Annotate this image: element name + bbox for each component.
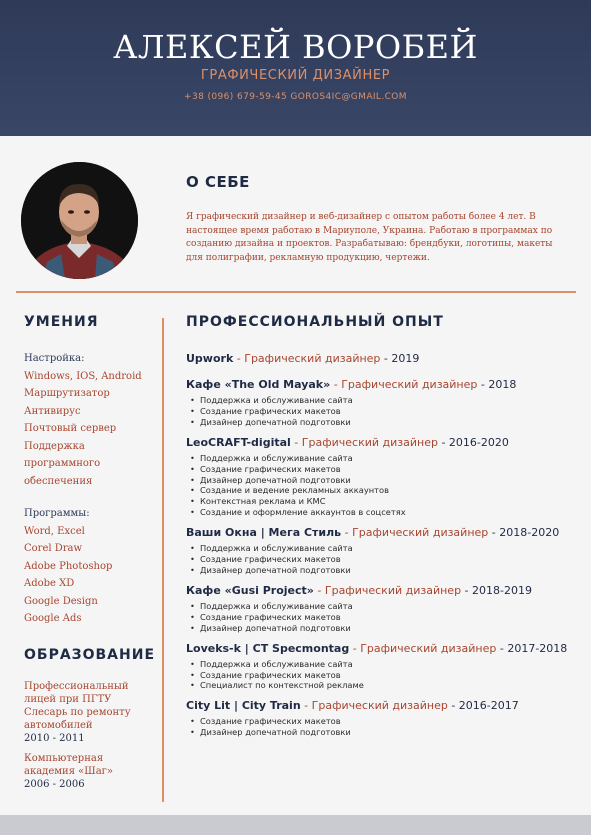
duty-item: • Поддержка и обслуживание сайта — [186, 543, 581, 554]
skill-item: программного — [24, 458, 101, 469]
duty-item: • Дизайнер допечатной подготовки — [186, 727, 581, 738]
job-years: 2018-2019 — [472, 583, 532, 597]
program-item: Google Ads — [24, 613, 82, 624]
program-item: Adobe XD — [24, 578, 75, 589]
skill-item: Поддержка — [24, 440, 85, 452]
skill-item: Антивирус — [24, 405, 81, 417]
skill-item: Windows, IOS, Android — [24, 370, 142, 382]
job-separator: - — [290, 435, 302, 449]
job-separator: - — [313, 583, 325, 597]
job-entry — [186, 642, 581, 692]
job-header — [186, 642, 581, 656]
program-item: Corel Draw — [24, 543, 83, 554]
job-header — [186, 436, 581, 450]
job-separator: - — [488, 526, 500, 540]
program-item: Google Design — [24, 595, 98, 607]
job-years: 2018 — [488, 378, 517, 391]
job-separator: - — [447, 699, 459, 713]
person-name: АЛЕКСЕЙ ВОРОБЕЙ — [113, 28, 478, 66]
skill-item: Почтовый сервер — [24, 423, 117, 434]
job-header — [186, 584, 581, 598]
job-years: 2019 — [391, 352, 420, 365]
experience-heading: ПРОФЕССИОНАЛЬНЫЙ ОПЫТ — [186, 314, 444, 330]
duty-list — [186, 543, 581, 576]
job-header — [186, 699, 581, 713]
job-role: Графический дизайнер — [360, 641, 497, 655]
job-company: LeoCRAFT-digital — [186, 435, 291, 449]
contact-line: +38 (096) 679-59-45 GOROS4IC@GMAIL.COM — [184, 92, 407, 102]
education-years: 2010 - 2011 — [24, 733, 85, 744]
job-entry — [186, 352, 581, 366]
program-item: Word, Excel — [24, 525, 85, 537]
duty-item: • Контекстная реклама и КМС — [186, 496, 581, 507]
job-role: Графический дизайнер — [352, 526, 489, 540]
job-separator: - — [437, 435, 449, 449]
job-company: Кафе «Gusi Project» — [186, 583, 314, 597]
duty-list — [186, 453, 581, 518]
job-years: 2018-2020 — [499, 526, 560, 540]
job-title: ГРАФИЧЕСКИЙ ДИЗАЙНЕР — [200, 68, 391, 83]
skill-item: обеспечения — [24, 475, 93, 487]
duty-item: • Поддержка и обслуживание сайта — [186, 601, 581, 612]
education-line: лицей при ПГТУ — [24, 694, 112, 705]
job-company: Ваши Окна | Мега Стиль — [186, 526, 342, 540]
job-role: Графический дизайнер — [341, 378, 478, 391]
job-role: Графический дизайнер — [301, 435, 438, 449]
education-list — [24, 680, 154, 798]
job-entry — [186, 526, 581, 576]
duty-item: • Дизайнер допечатной подготовки — [186, 623, 581, 634]
duty-item: • Поддержка и обслуживание сайта — [186, 395, 581, 406]
setup-label: Настройка: — [24, 353, 85, 364]
duty-item: • Создание графических макетов — [186, 554, 581, 565]
job-company: Upwork — [186, 352, 234, 365]
job-separator: - — [341, 526, 353, 540]
job-separator: - — [349, 641, 361, 655]
duty-list — [186, 716, 581, 738]
job-separator: - — [380, 352, 392, 365]
skill-item: Маршрутизатор — [24, 388, 110, 399]
job-separator: - — [477, 378, 489, 391]
job-header — [186, 526, 581, 540]
duty-item: • Создание и оформление аккаунтов в соцсетях — [186, 507, 581, 518]
experience-list — [186, 352, 581, 746]
skills-programs — [24, 505, 112, 628]
job-separator: - — [330, 378, 342, 391]
job-separator: - — [233, 352, 245, 365]
duty-item: • Дизайнер допечатной подготовки — [186, 565, 581, 576]
about-text: Я графический дизайнер и веб-дизайнер с опытом работы более 4 лет. В настоящее время работаю в Мариуполе, Украина. Работаю в программах по созданию дизайна и проектов. Разрабатываю: брендбуки, логотипы, макеты для полиграфии, рекламную продукцию, чертежи. — [186, 212, 553, 263]
duty-item: • Создание графических макетов — [186, 716, 581, 727]
education-heading: ОБРАЗОВАНИЕ — [24, 647, 156, 663]
duty-item: • Создание графических макетов — [186, 406, 581, 417]
job-company: Loveks-k | CT Specmontag — [186, 641, 350, 655]
education-line: Слесарь по ремонту — [24, 707, 131, 718]
duty-item: • Дизайнер допечатной подготовки — [186, 475, 581, 486]
duty-item: • Дизайнер допечатной подготовки — [186, 417, 581, 428]
duty-item: • Создание и ведение рекламных аккаунтов — [186, 485, 581, 496]
education-line: Профессиональный — [24, 681, 129, 692]
duty-item: • Поддержка и обслуживание сайта — [186, 453, 581, 464]
program-item: Adobe Photoshop — [24, 560, 113, 572]
about-heading: О СЕБЕ — [186, 173, 250, 191]
job-header — [186, 378, 581, 392]
profile-photo — [21, 162, 138, 279]
job-role: Графический дизайнер — [311, 699, 448, 713]
job-role: Графический дизайнер — [244, 352, 381, 365]
programs-label: Программы: — [24, 508, 90, 519]
job-separator: - — [300, 699, 312, 713]
job-years: 2017-2018 — [507, 641, 568, 655]
job-separator: - — [496, 641, 508, 655]
education-line: академия «Шаг» — [24, 766, 114, 777]
job-separator: - — [461, 583, 473, 597]
education-years: 2006 - 2006 — [24, 779, 85, 790]
job-years: 2016-2017 — [458, 699, 519, 713]
education-line: Компьютерная — [24, 753, 104, 764]
duty-item: • Поддержка и обслуживание сайта — [186, 659, 581, 670]
job-header — [186, 352, 581, 366]
job-role: Графический дизайнер — [324, 583, 462, 597]
duty-list — [186, 659, 581, 692]
duty-item: • Специалист по контекстной рекламе — [186, 680, 581, 691]
job-entry — [186, 436, 581, 518]
job-company: Кафе «The Old Mayak» — [186, 378, 331, 391]
duty-list — [186, 395, 581, 428]
job-entry — [186, 584, 581, 634]
section-divider — [16, 291, 576, 293]
education-line: автомобилей — [24, 720, 93, 731]
job-entry — [186, 378, 581, 428]
job-entry — [186, 699, 581, 738]
skills-heading: УМЕНИЯ — [24, 314, 99, 330]
duty-item: • Создание графических макетов — [186, 670, 581, 681]
header-banner — [0, 0, 591, 136]
duty-list — [186, 601, 581, 634]
column-divider — [162, 318, 164, 802]
skills-setup — [24, 350, 142, 490]
duty-item: • Создание графических макетов — [186, 612, 581, 623]
job-company: City Lit | City Train — [186, 699, 301, 713]
job-years: 2016-2020 — [448, 435, 509, 449]
duty-item: • Создание графических макетов — [186, 464, 581, 475]
